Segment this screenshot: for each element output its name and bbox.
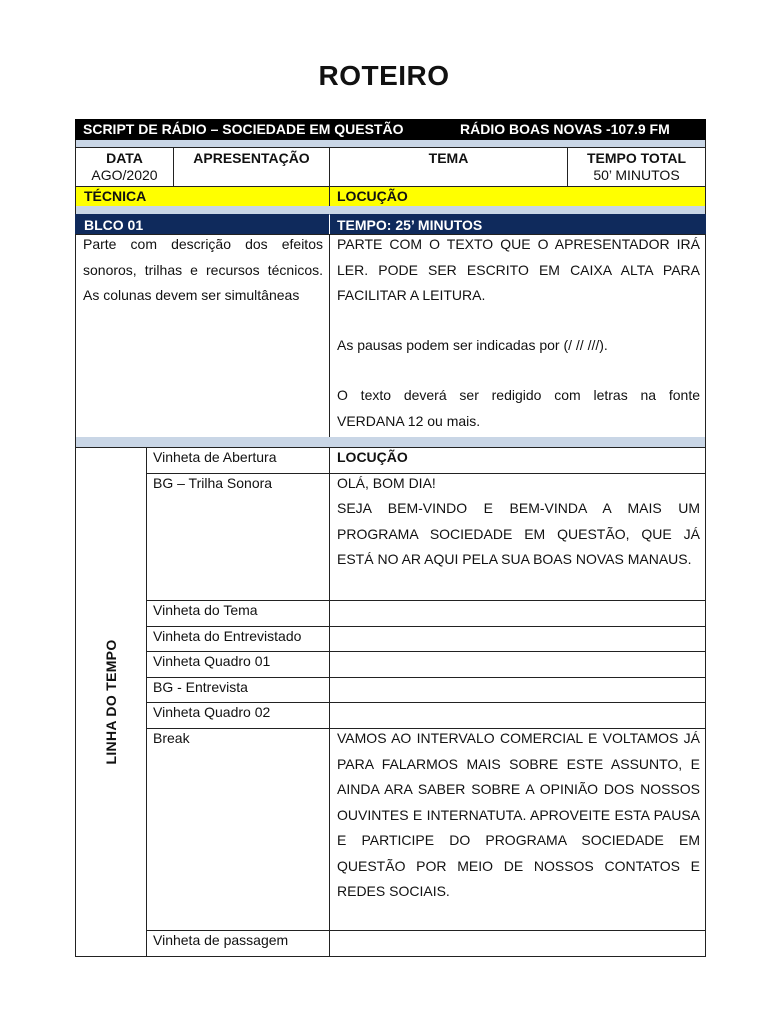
tempo-total-value: 50’ MINUTOS [593, 167, 680, 183]
tempo-total-label: TEMPO TOTAL [586, 150, 687, 166]
timeline-tecnica-cell [146, 728, 330, 931]
timeline-locucao-welcome: SEJA BEM-VINDO E BEM-VINDA A MAIS UM PROGRAMA SOCIEDADE EM QUESTÃO, QUE JÁ ESTÁ NO AR AQUI PELA SUA BOAS NOVAS MANAUS. [337, 500, 700, 567]
spacer-row [75, 206, 706, 214]
locucao-description-p2: As pausas podem ser indicadas por (/ // ///). [337, 337, 608, 353]
bloco-name-cell [75, 214, 330, 235]
timeline-tecnica-vinheta-quadro-01: Vinheta Quadro 01 [153, 653, 271, 669]
tema-label: TEMA [428, 150, 469, 166]
script-header [75, 119, 706, 140]
timeline-tecnica-cell [146, 930, 330, 957]
timeline-tecnica-vinheta-abertura: Vinheta de Abertura [153, 449, 277, 465]
timeline-tecnica-bg-trilha: BG – Trilha Sonora [153, 475, 273, 491]
data-value: AGO/2020 [91, 167, 158, 183]
timeline-locucao-cell [329, 728, 706, 931]
timeline-tecnica-bg-entrevista: BG - Entrevista [153, 679, 248, 695]
timeline-locucao-cell [329, 600, 706, 627]
locucao-description-cell [329, 234, 706, 438]
bloco-tempo-cell [329, 214, 706, 235]
timeline-locucao-cell [329, 473, 706, 601]
data-label: DATA [106, 150, 143, 166]
timeline-locucao-cell [329, 626, 706, 652]
tempo-total-cell [567, 147, 706, 187]
document-title: ROTEIRO [318, 60, 450, 91]
timeline-tecnica-cell [146, 702, 330, 729]
timeline-tecnica-cell [146, 600, 330, 627]
timeline-label-cell [75, 447, 147, 957]
tecnica-description: Parte com descrição dos efeitos sonoros, trilhas e recursos técnicos. As colunas devem ser simultâneas [83, 236, 323, 303]
timeline-tecnica-vinheta-entrevistado: Vinheta do Entrevistado [153, 628, 302, 644]
timeline-tecnica-vinheta-quadro-02: Vinheta Quadro 02 [153, 704, 271, 720]
timeline-tecnica-cell [146, 626, 330, 652]
timeline-locucao-cell [329, 447, 706, 474]
timeline-tecnica-cell [146, 447, 330, 474]
locucao-header [329, 186, 706, 207]
locucao-header-label: LOCUÇÃO [337, 188, 408, 204]
locucao-description-p3: O texto deverá ser redigido com letras na fonte VERDANA 12 ou mais. [337, 387, 700, 429]
spacer-row [75, 140, 706, 147]
apresentacao-cell [173, 147, 330, 187]
timeline-tecnica-vinheta-passagem: Vinheta de passagem [153, 932, 289, 948]
timeline-tecnica-break: Break [153, 730, 190, 746]
timeline-locucao-cell [329, 930, 706, 957]
timeline-tecnica-cell [146, 677, 330, 703]
data-cell [75, 147, 174, 187]
timeline-tecnica-vinheta-tema: Vinheta do Tema [153, 602, 258, 618]
timeline-tecnica-cell [146, 473, 330, 601]
script-header-left: SCRIPT DE RÁDIO – SOCIEDADE EM QUESTÃO [83, 121, 404, 137]
script-header-right: RÁDIO BOAS NOVAS -107.9 FM [460, 121, 670, 137]
timeline-locucao-cell [329, 677, 706, 703]
apresentacao-label: APRESENTAÇÃO [193, 150, 310, 166]
tecnica-header-label: TÉCNICA [84, 188, 147, 204]
timeline-locucao-header: LOCUÇÃO [337, 449, 408, 465]
tecnica-description-cell [75, 234, 330, 438]
bloco-tempo: TEMPO: 25’ MINUTOS [337, 217, 483, 233]
timeline-tecnica-cell [146, 651, 330, 678]
timeline-locucao-break-text: VAMOS AO INTERVALO COMERCIAL E VOLTAMOS JÁ PARA FALARMOS MAIS SOBRE ESTE ASSUNTO, E AINDA ARA SABER SOBRE A OPINIÃO DOS NOSSOS OUVINTES E INTERNATUTA. APROVEITE ESTA PAUSA E PARTICIPE DO PROGRAMA SOCIEDADE EM QUESTÃO POR MEIO DE NOSSOS CONTATOS E REDES SOCIAIS. [337, 730, 700, 899]
timeline-label: LINHA DO TEMPO [103, 639, 119, 765]
locucao-description-p1: PARTE COM O TEXTO QUE O APRESENTADOR IRÁ LER. PODE SER ESCRITO EM CAIXA ALTA PARA FACILITAR A LEITURA. [337, 236, 700, 303]
bloco-name: BLCO 01 [84, 217, 144, 233]
timeline-locucao-cell [329, 651, 706, 678]
timeline-locucao-greeting: OLÁ, BOM DIA! [337, 475, 436, 491]
timeline-locucao-cell [329, 702, 706, 729]
tecnica-header [75, 186, 330, 207]
tema-cell [329, 147, 568, 187]
